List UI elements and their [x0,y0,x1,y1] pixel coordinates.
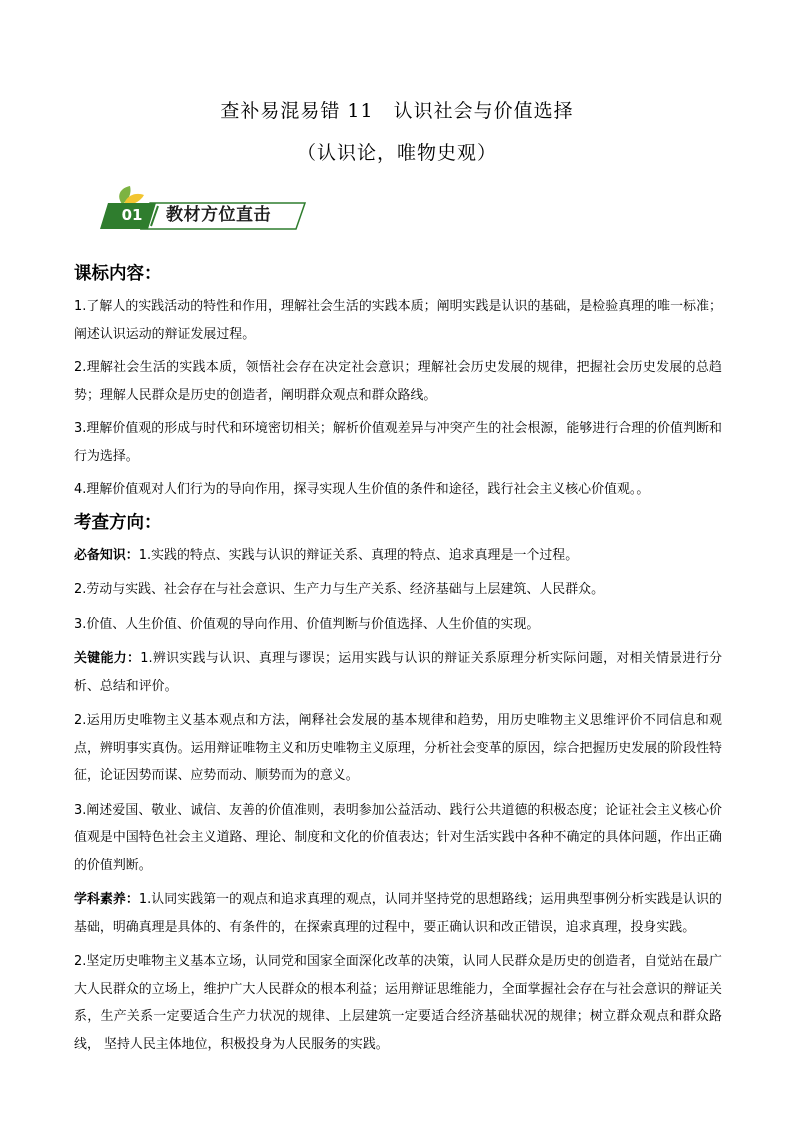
exam-heading: 考查方向： [74,512,162,533]
document-title: 查补易混易错 11 认识社会与价值选择 [220,100,574,122]
knowledge-item: 3.价值、人生价值、价值观的导向作用、价值判断与价值选择、人生价值的实现。 [74,616,540,632]
literacy-item: 2.坚定历史唯物主义基本立场，认同党和国家全面深化改革的决策，认同人民群众是历史的创造者，自觉站在最广大人民群众的立场上，维护广大人民群众的根本利益；运用辩证思维能力，全面掌握社会存在与社会意识的辩证关系，生产关系一定要适合生产力状况的规律、上层建筑一定要适合经济基础状况的规律；树立群众观点和群众路线， 坚持人民主体地位，积极投身为人民服务的实践。 [74,954,722,1052]
main-content [74,261,722,1065]
knowledge-item: 2.劳动与实践、社会存在与社会意识、生产力与生产关系、经济基础与上层建筑、人民群众。 [74,582,605,597]
ability-item: 2.运用历史唯物主义基本观点和方法，阐释社会发展的基本规律和趋势，用历史唯物主义思维评价不同信息和观点，辨明事实真伪。运用辩证唯物主义和历史唯物主义原理，分析社会变革的原因，综合把握历史发展的阶段性特征，论证因势而谋、应势而动、顺势而为的意义。 [74,713,722,783]
curriculum-item: 1.了解人的实践活动的特性和作用，理解社会生活的实践本质；阐明实践是认识的基础，是检验真理的唯一标准；阐述认识运动的辩证发展过程。 [74,299,722,342]
knowledge-text: 1.实践的特点、实践与认识的辩证关系、真理的特点、追求真理是一个过程。 [138,547,579,563]
ability-text: 1.辨识实践与认识、真理与谬误；运用实践与认识的辩证关系原理分析实际问题，对相关情景进行分析、总结和评价。 [74,651,723,694]
document-subtitle: （认识论，唯物史观） [296,142,497,164]
section-banner [100,184,315,234]
knowledge-paragraph [74,542,722,570]
curriculum-item: 3.理解价值观的形成与时代和环境密切相关；解析价值观差异与冲突产生的社会根源，能够进行合理的价值判断和行为选择。 [74,421,722,464]
ability-item: 3.阐述爱国、敬业、诚信、友善的价值准则，表明参加公益活动、践行公共道德的积极态度；论证社会主义核心价值观是中国特色社会主义道路、理论、制度和文化的价值表达；针对生活实践中各种不确定的具体问题，作出正确的价值判断。 [74,802,722,873]
curriculum-heading: 课标内容： [74,264,162,284]
curriculum-item: 4.理解价值观对人们行为的导向作用，探寻实现人生价值的条件和途径，践行社会主义核心价值观。。 [74,482,650,497]
curriculum-item: 2.理解社会生活的实践本质，领悟社会存在决定社会意识；理解社会历史发展的规律，把握社会历史发展的总趋势；理解人民群众是历史的创造者，阐明群众观点和群众路线。 [74,360,722,403]
literacy-label: 学科素养： [74,892,139,907]
banner-text: 教材方位直击 [166,205,271,225]
knowledge-label: 必备知识： [74,547,139,563]
literacy-text: 1.认同实践第一的观点和追求真理的观点，认同并坚持党的思想路线；运用典型事例分析实践是认识的基础，明确真理是具体的、有条件的，在探索真理的过程中，要正确认识和改正错误，追求真理，投身实践。 [74,892,722,935]
ability-label: 关键能力： [74,651,141,666]
literacy-paragraph [74,886,722,941]
ability-paragraph [74,645,722,700]
banner-number: 01 [121,206,143,224]
